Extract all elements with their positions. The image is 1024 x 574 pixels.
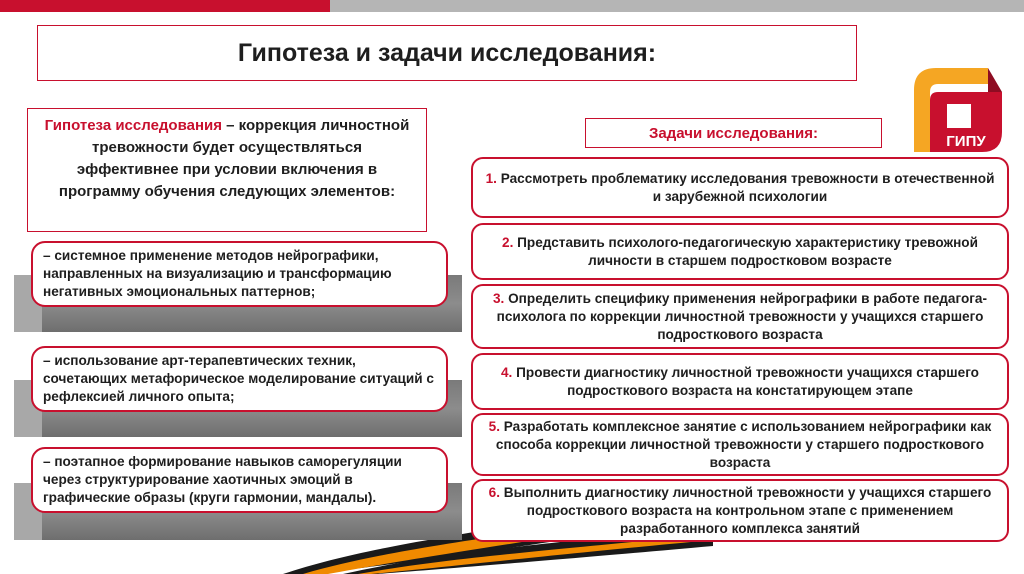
top-gray-bar <box>330 0 1024 12</box>
task-text-5: Разработать комплексное занятие с использованием нейрографики как способа коррекции личностной тревожности у старшего подросткового возраста <box>495 418 992 470</box>
task-card-3 <box>471 284 1009 349</box>
element-card-3 <box>31 447 448 513</box>
tasks-heading: Задачи исследования: <box>585 118 882 148</box>
task-number-6: 6. <box>488 484 501 500</box>
task-card-1 <box>471 157 1009 218</box>
task-text-4: Провести диагностику личностной тревожности учащихся старшего подросткового возраста на констатирующем этапе <box>512 364 979 398</box>
task-number-1: 1. <box>485 170 497 186</box>
task-card-4 <box>471 353 1009 410</box>
title-frame <box>37 25 857 81</box>
page-title: Гипотеза и задачи исследования: <box>237 38 657 67</box>
element-text-1: – системное применение методов нейрографики, направленных на визуализацию и трансформацию негативных эмоциональных паттернов; <box>43 248 392 299</box>
task-number-2: 2. <box>502 234 514 250</box>
task-card-2 <box>471 223 1009 280</box>
hypothesis-text: – коррекция личностной тревожности будет осуществляться эффективнее при условии включения в программу обучения следующих элементов: <box>58 117 410 200</box>
logo-white-square <box>947 104 971 128</box>
task-text-1: Рассмотреть проблематику исследования тревожности в отечественной и зарубежной психологии <box>496 170 995 204</box>
task-text-2: Представить психолого-педагогическую характеристику тревожной личности в старшем подростковом возрасте <box>513 234 978 268</box>
element-card-1 <box>31 241 448 307</box>
task-card-5 <box>471 413 1009 476</box>
hypothesis-term: Гипотеза исследования <box>44 117 222 134</box>
element-text-3: – поэтапное формирование навыков саморегуляции через структурирование хаотичных эмоций в графические образы (круги гармонии, мандалы). <box>43 454 402 505</box>
task-number-3: 3. <box>492 290 505 306</box>
task-number-5: 5. <box>488 418 500 434</box>
element-card-2 <box>31 346 448 412</box>
task-text-6: Выполнить диагностику личностной тревожности у учащихся старшего подросткового возраста на контрольном этапе с применением разработанного комплекса занятий <box>500 484 992 536</box>
university-logo <box>906 60 1006 160</box>
task-text-3: Определить специфику применения нейрографики в работе педагога-психолога по коррекции личностной тревожности у учащихся старшего подросткового возраста <box>496 290 987 342</box>
task-number-4: 4. <box>501 364 513 380</box>
task-card-6 <box>471 479 1009 542</box>
element-text-2: – использование арт-терапевтических техник, сочетающих метафорическое моделирование ситуаций с рефлексией личного опыта; <box>43 353 434 404</box>
logo-dark-fold <box>988 68 1002 92</box>
top-accent-bar <box>0 0 330 12</box>
hypothesis-box <box>27 108 427 232</box>
logo-text: ГИПУ <box>946 133 986 150</box>
